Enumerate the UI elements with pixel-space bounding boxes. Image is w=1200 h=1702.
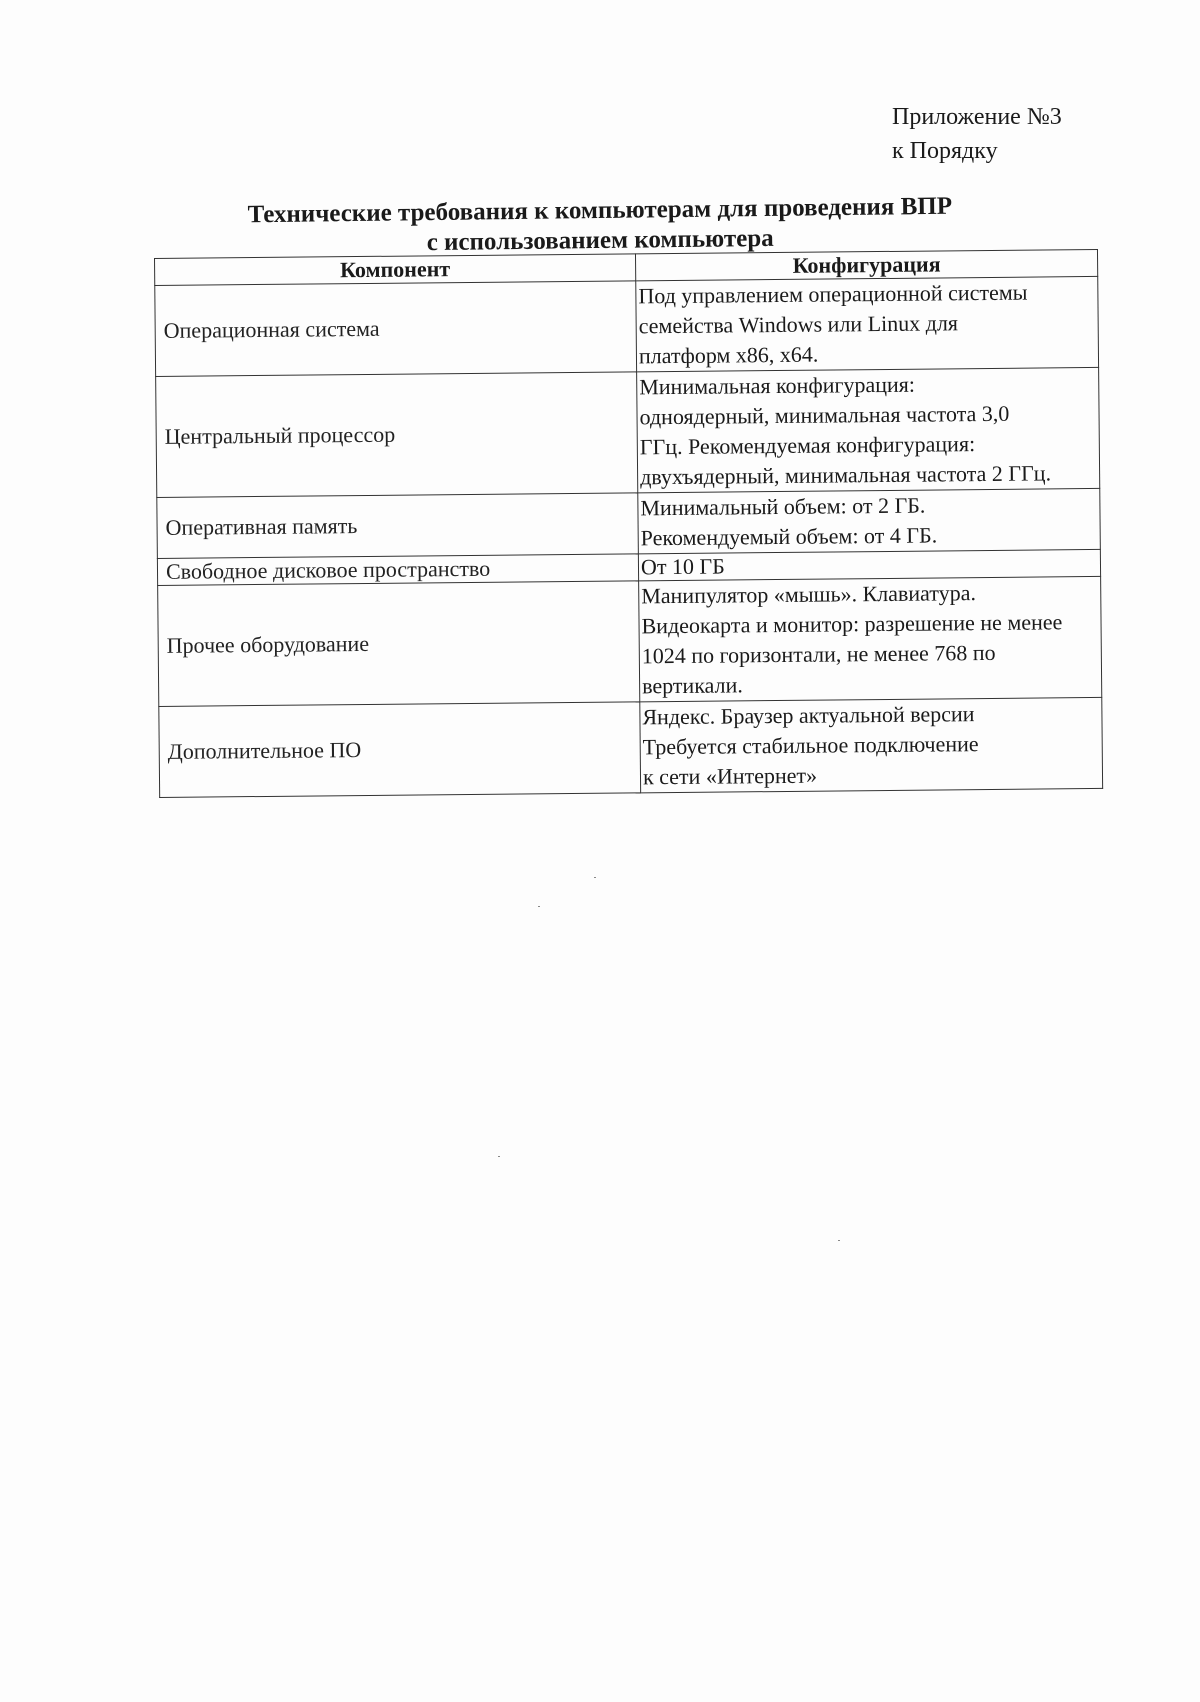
scan-speck	[498, 1156, 500, 1157]
table-row	[159, 697, 1103, 797]
header-configuration: Конфигурация	[635, 249, 1097, 280]
configuration-line: Минимальный объем: от 2 ГБ.	[640, 492, 926, 521]
component-cell: Центральный процессор	[156, 372, 638, 498]
component-cell: Оперативная память	[157, 493, 639, 559]
configuration-cell	[639, 576, 1102, 701]
appendix-note	[892, 100, 1062, 168]
configuration-line: к сети «Интернет»	[642, 762, 818, 790]
component-cell: Свободное дисковое пространство	[157, 554, 638, 586]
appendix-reference: к Порядку	[892, 138, 998, 164]
configuration-line: Минимальная конфигурация:	[639, 371, 916, 400]
component-cell: Дополнительное ПО	[159, 702, 641, 798]
configuration-cell	[638, 488, 1101, 553]
table-row	[156, 367, 1100, 497]
appendix-number: Приложение №3	[892, 104, 1062, 130]
component-cell: Прочее оборудование	[158, 581, 640, 707]
configuration-line: вертикали.	[642, 672, 743, 699]
configuration-line: ГГц. Рекомендуемая конфигурация:	[639, 431, 976, 460]
configuration-line: Яндекс. Браузер актуальной версии	[642, 701, 975, 730]
table-row	[155, 276, 1099, 376]
configuration-cell	[637, 367, 1100, 492]
configuration-cell	[640, 697, 1103, 792]
configuration-line: Рекомендуемый объем: от 4 ГБ.	[640, 522, 938, 551]
scan-speck	[594, 877, 596, 878]
requirements-table	[154, 249, 1103, 798]
component-cell: Операционная система	[155, 281, 637, 377]
scan-speck	[538, 906, 540, 907]
configuration-line: Видеокарта и монитор: разрешение не менее	[641, 609, 1063, 639]
title-line-1: Технические требования к компьютерам для проведения ВПР	[247, 192, 953, 229]
configuration-line: семейства Windows или Linux для	[638, 310, 959, 339]
configuration-line: 1024 по горизонтали, не менее 768 по	[641, 639, 996, 669]
configuration-line: Манипулятор «мышь». Клавиатура.	[641, 580, 977, 609]
table-row	[157, 488, 1101, 558]
configuration-line: Под управлением операционной системы	[638, 279, 1028, 309]
title-line-2: с использованием компьютера	[426, 224, 774, 257]
configuration-line: От 10 ГБ	[640, 553, 725, 580]
scan-speck	[838, 1240, 840, 1241]
configuration-line: платформ x86, x64.	[638, 341, 819, 369]
configuration-cell	[636, 276, 1099, 371]
table-row	[158, 576, 1102, 706]
configuration-line: Требуется стабильное подключение	[642, 731, 979, 760]
configuration-line: двухъядерный, минимальная частота 2 ГГц.	[640, 460, 1052, 490]
header-component: Компонент	[155, 254, 636, 286]
configuration-line: одноядерный, минимальная частота 3,0	[639, 400, 1010, 430]
